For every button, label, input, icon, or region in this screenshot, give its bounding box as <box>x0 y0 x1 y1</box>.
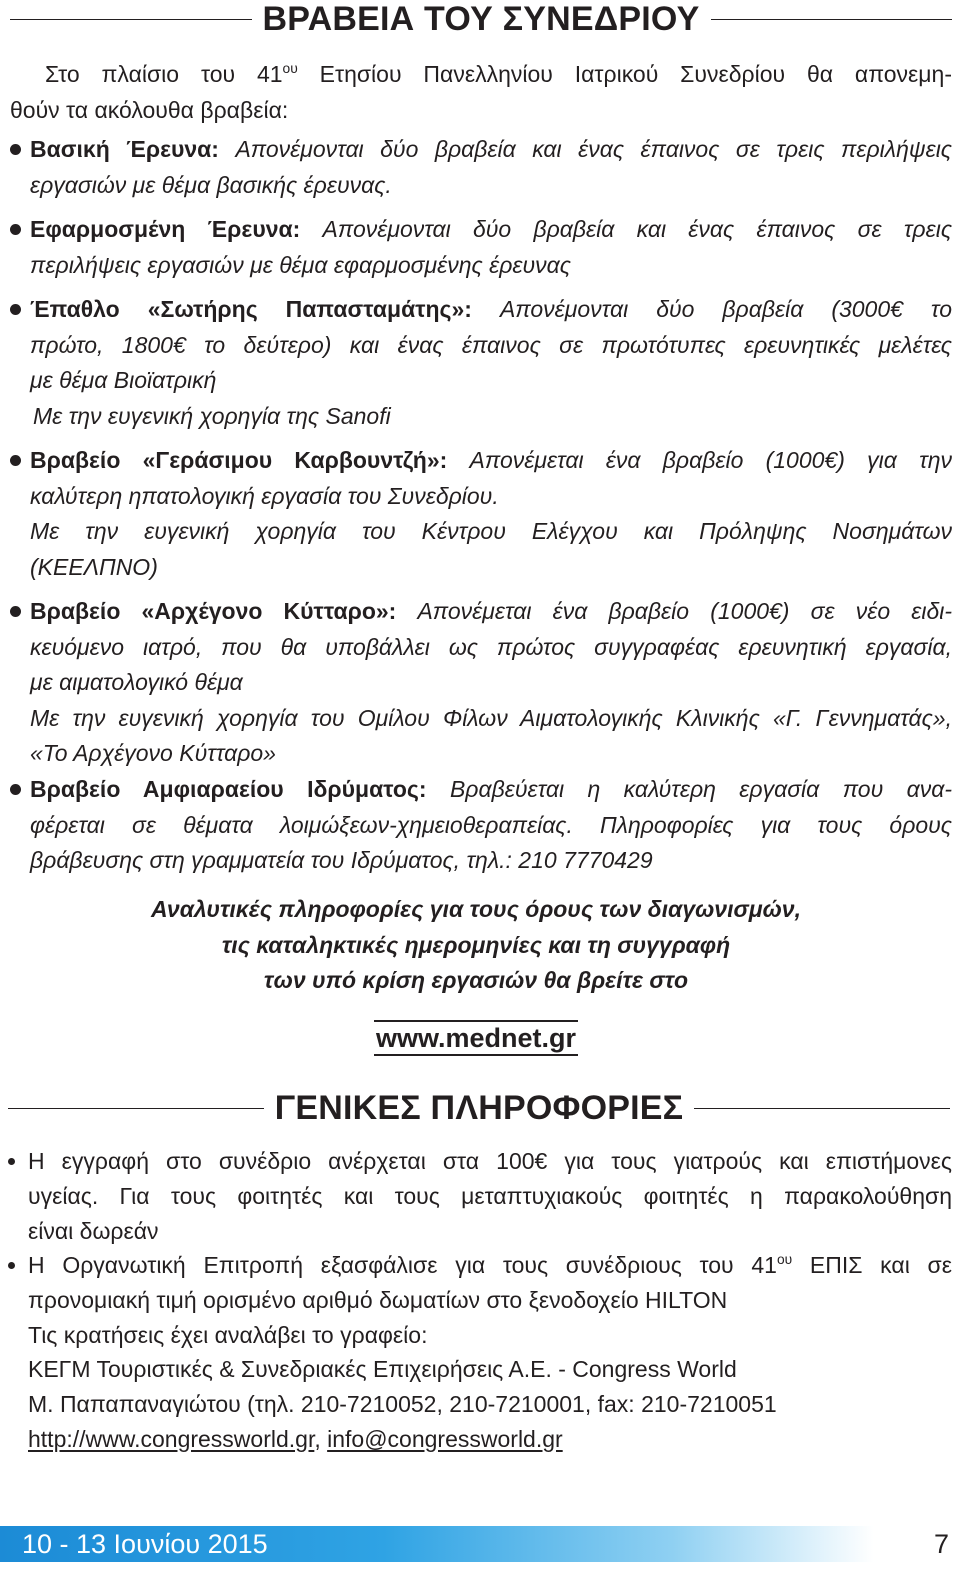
award-line <box>30 292 952 328</box>
accommodation-line: προνομιακή τιμή ορισμένο αριθμό δωματίων στο ξενοδοχείο HILTON <box>28 1286 728 1313</box>
awards-section-heading <box>0 0 960 38</box>
awards-intro <box>10 57 952 128</box>
award-label: Έπαθλο «Σωτήρης Παπασταμάτης»: <box>30 296 472 322</box>
award-line <box>30 594 952 630</box>
bullet-icon <box>10 784 21 795</box>
sponsor-line: Με την ευγενική χορηγία του Ομίλου Φίλων Αιματολογικής Κλινικής «Γ. Γεννηματάς», <box>30 704 952 731</box>
accommodation-text: Η Οργανωτική Επιτροπή εξασφάλισε για τους συνέδριους του 41 <box>28 1252 777 1278</box>
award-text: Βραβεύεται η καλύτερη εργασία που ανα- <box>449 776 953 802</box>
sponsor-line: Με την ευγενική χορηγία του Κέντρου Ελέγχου και Πρόληψης Νοσημάτων <box>30 518 952 544</box>
bullet-icon <box>8 1262 15 1269</box>
award-label: Βραβείο Αμφιαραείου Ιδρύματος: <box>30 776 427 802</box>
bullet-icon <box>10 144 21 155</box>
registration-line: υγείας. Για τους φοιτητές και τους μεταπτυχιακούς φοιτητές η παρακολούθηση <box>28 1182 952 1209</box>
link-separator: , <box>314 1425 328 1452</box>
award-line <box>30 443 952 479</box>
sponsor-line: (ΚΕΕΛΠΝΟ) <box>30 553 158 580</box>
accommodation-item <box>0 1248 960 1457</box>
intro-line: θούν τα ακόλουθα βραβεία: <box>10 96 289 123</box>
bullet-icon <box>10 304 21 315</box>
accommodation-line: Τις κρατήσεις έχει αναλάβει το γραφείο: <box>28 1321 428 1348</box>
award-line: φέρεται σε θέματα λοιμώξεων-χημειοθεραπείας. Πληροφορίες για τους όρους <box>30 811 952 838</box>
agency-contact: Μ. Παπαπαναγιώτου (τηλ. 210-7210052, 210-7210001, fax: 210-7210051 <box>28 1391 777 1418</box>
award-line: με αιματολογικό θέμα <box>30 669 243 695</box>
ordinal-superscript: ου <box>282 61 298 77</box>
mednet-website-link[interactable]: www.mednet.gr <box>374 1020 578 1056</box>
footer-bar <box>0 1526 960 1562</box>
general-section-heading <box>0 1089 960 1127</box>
bullet-icon <box>8 1158 15 1165</box>
registration-line: είναι δωρεάν <box>28 1217 159 1244</box>
award-line: καλύτερη ηπατολογική εργασία του Συνεδρίου. <box>30 482 499 509</box>
award-text: Απονέμεται ένα βραβείο (1000€) για την <box>469 447 952 473</box>
congressworld-email-link[interactable]: info@congressworld.gr <box>327 1425 563 1452</box>
sponsor-line: «Το Αρχέγονο Κύτταρο» <box>30 740 276 766</box>
registration-item <box>0 1144 960 1248</box>
award-line <box>30 132 952 168</box>
notice-line: τις καταληκτικές ημερομηνίες και τη συγγραφή <box>221 931 731 958</box>
intro-text: Στο πλαίσιο του 41 <box>45 61 283 87</box>
award-text: Απονέμεται ένα βραβείο (1000€) σε νέο ειδι- <box>417 598 953 624</box>
award-item-stem-cell <box>0 594 960 772</box>
general-heading-title: ΓΕΝΙΚΕΣ ΠΛΗΡΟΦΟΡΙΕΣ <box>274 1089 684 1127</box>
award-text: Απονέμονται δύο βραβεία και ένας έπαινος σε τρεις <box>322 216 953 242</box>
award-label: Βασική Έρευνα: <box>30 136 219 162</box>
bullet-icon <box>10 606 21 617</box>
award-label: Εφαρμοσμένη Έρευνα: <box>30 216 301 242</box>
bullet-icon <box>10 455 21 466</box>
heading-rule-left <box>8 1108 264 1109</box>
award-line: κευόμενο ιατρό, που θα υποβάλλει ως πρώτος συγγραφέας ερευνητική εργασία, <box>30 633 952 660</box>
award-item-karvountzis <box>0 443 960 585</box>
sponsor-line: Με την ευγενική χορηγία της Sanofi <box>33 402 391 429</box>
intro-line <box>10 57 952 93</box>
award-item-basic-research <box>0 132 960 203</box>
award-text: Απονέμονται δύο βραβεία (3000€ το <box>499 296 953 322</box>
registration-line: Η εγγραφή στο συνέδριο ανέρχεται στα 100€ για τους γιατρούς και επιστήμονες <box>28 1148 952 1174</box>
award-item-applied-research <box>0 212 960 283</box>
notice-line: Αναλυτικές πληροφορίες για τους όρους των διαγωνισμών, <box>150 896 801 922</box>
award-line: πρώτο, 1800€ το δεύτερο) και ένας έπαινος σε πρωτότυπες ερευνητικές μελέτες <box>30 331 952 358</box>
award-label: Βραβείο «Γεράσιμου Καρβουντζή»: <box>30 447 448 473</box>
award-line: με θέμα Βιοϊατρική <box>30 367 217 393</box>
heading-rule-right <box>711 19 953 20</box>
award-label: Βραβείο «Αρχέγονο Κύτταρο»: <box>30 598 397 624</box>
intro-text: Ετησίου Πανελληνίου Ιατρικού Συνεδρίου θα απονεμη- <box>297 61 953 87</box>
bullet-icon <box>10 224 21 235</box>
accommodation-text: ΕΠΙΣ και σε <box>792 1252 952 1278</box>
agency-name: ΚΕΓΜ Τουριστικές & Συνεδριακές Επιχειρήσεις Α.Ε. - Congress World <box>28 1356 737 1383</box>
heading-rule-left <box>10 19 252 20</box>
award-line <box>30 212 952 248</box>
details-notice <box>0 892 952 999</box>
heading-rule-right <box>694 1108 950 1109</box>
awards-heading-title: ΒΡΑΒΕΙΑ ΤΟΥ ΣΥΝΕΔΡΙΟΥ <box>262 0 700 38</box>
award-line: περιλήψεις εργασιών με θέμα εφαρμοσμένης έρευνας <box>30 251 571 278</box>
website-block <box>0 1020 952 1056</box>
award-line: βράβευσης στη γραμματεία του Ιδρύματος, τηλ.: 210 7770429 <box>30 847 653 873</box>
award-line: εργασιών με θέμα βασικής έρευνας. <box>30 171 392 198</box>
agency-links <box>28 1422 952 1457</box>
congressworld-website-link[interactable]: http://www.congressworld.gr <box>28 1425 315 1452</box>
congress-dates: 10 - 13 Ιουνίου 2015 <box>22 1529 268 1559</box>
award-item-amfiaraeio <box>0 772 960 879</box>
accommodation-line <box>28 1248 952 1283</box>
ordinal-superscript: ου <box>776 1252 793 1268</box>
notice-line: των υπό κρίση εργασιών θα βρείτε στο <box>263 967 689 993</box>
page-number: 7 <box>933 1529 949 1559</box>
award-line <box>30 772 952 808</box>
award-text: Απονέμονται δύο βραβεία και ένας έπαινος σε τρεις περιλήψεις <box>235 136 952 162</box>
award-item-papastamatis <box>0 292 960 434</box>
